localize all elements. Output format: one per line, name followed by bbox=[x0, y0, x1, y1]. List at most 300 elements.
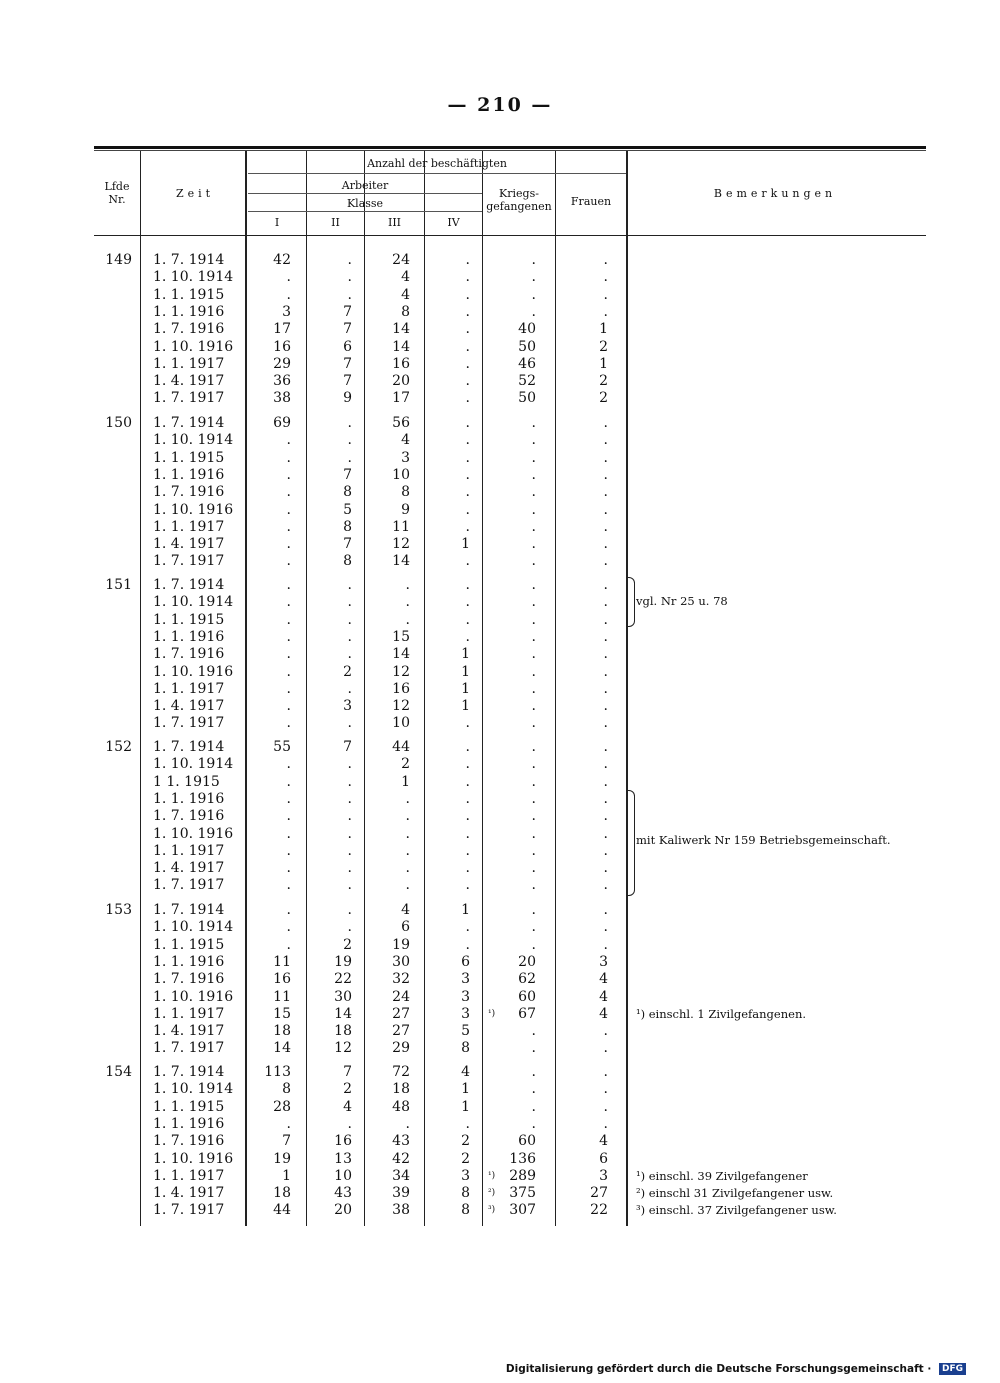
cell-k2: . bbox=[347, 611, 352, 628]
table-row bbox=[0, 1081, 1000, 1098]
cell-k4: . bbox=[465, 321, 470, 338]
cell-k1: 38 bbox=[273, 390, 291, 407]
cell-k2: . bbox=[347, 577, 352, 593]
cell-k3: 19 bbox=[392, 936, 410, 953]
table-row bbox=[0, 1202, 1000, 1219]
cell-k2: . bbox=[347, 825, 352, 842]
cell-fr: . bbox=[603, 739, 608, 755]
cell-k1: 11 bbox=[273, 953, 291, 970]
cell-k3: . bbox=[405, 808, 410, 825]
table-row bbox=[0, 791, 1000, 808]
cell-k4: . bbox=[465, 269, 470, 286]
cell-fr: . bbox=[603, 415, 608, 431]
cell-k1: 113 bbox=[264, 1064, 291, 1080]
cell-kg: 52 bbox=[518, 373, 536, 390]
cell-k3: . bbox=[405, 611, 410, 628]
cell-zeit: 1. 10. 1914 bbox=[153, 919, 234, 936]
cell-k4: . bbox=[465, 756, 470, 773]
cell-kg: . bbox=[531, 577, 536, 593]
header-klasse: Klasse bbox=[346, 197, 384, 210]
cell-k3: 12 bbox=[392, 536, 410, 553]
cell-kg: . bbox=[531, 877, 536, 894]
cell-zeit: 1. 10. 1914 bbox=[153, 1081, 234, 1098]
table-row bbox=[0, 756, 1000, 773]
cell-k3: 34 bbox=[392, 1167, 410, 1184]
table-row bbox=[0, 432, 1000, 449]
cell-fr: 1 bbox=[599, 321, 608, 338]
cell-zeit: 1. 7. 1917 bbox=[153, 390, 225, 407]
cell-k2: . bbox=[347, 860, 352, 877]
cell-k2: . bbox=[347, 715, 352, 732]
cell-k1: . bbox=[286, 518, 291, 535]
cell-k4: 6 bbox=[461, 953, 470, 970]
cell-k3: 43 bbox=[392, 1133, 410, 1150]
cell-k1: . bbox=[286, 449, 291, 466]
cell-kg: 375 bbox=[509, 1185, 536, 1202]
cell-fr: . bbox=[603, 432, 608, 449]
cell-kg: 289 bbox=[509, 1167, 536, 1184]
cell-fr: . bbox=[603, 303, 608, 320]
cell-k4: . bbox=[465, 808, 470, 825]
cell-k2: 8 bbox=[343, 518, 352, 535]
cell-k3: 27 bbox=[392, 1023, 410, 1040]
cell-k4: 2 bbox=[461, 1150, 470, 1167]
cell-k1: . bbox=[286, 432, 291, 449]
cell-k3: 8 bbox=[401, 484, 410, 501]
cell-k1: 7 bbox=[282, 1133, 291, 1150]
cell-k4: 8 bbox=[461, 1202, 470, 1219]
cell-kg: . bbox=[531, 553, 536, 570]
cell-k1: . bbox=[286, 536, 291, 553]
cell-zeit: 1. 1. 1916 bbox=[153, 953, 225, 970]
cell-k2: 30 bbox=[334, 988, 352, 1005]
cell-k4: . bbox=[465, 628, 470, 645]
table-row bbox=[0, 646, 1000, 663]
cell-kg: . bbox=[531, 518, 536, 535]
cell-k1: . bbox=[286, 680, 291, 697]
cell-k3: 20 bbox=[392, 373, 410, 390]
remark-152: mit Kaliwerk Nr 159 Betriebsgemeinschaft. bbox=[636, 833, 891, 847]
cell-fr: . bbox=[603, 663, 608, 680]
cell-k2: 7 bbox=[343, 355, 352, 372]
cell-k3: 14 bbox=[392, 338, 410, 355]
cell-zeit: 1. 7. 1916 bbox=[153, 971, 225, 988]
cell-fr: . bbox=[603, 553, 608, 570]
cell-kg: 60 bbox=[518, 1133, 536, 1150]
cell-k2: . bbox=[347, 877, 352, 894]
cell-k4: . bbox=[465, 715, 470, 732]
cell-kg: . bbox=[531, 790, 536, 807]
cell-kg: . bbox=[531, 902, 536, 918]
header-bemerkungen: Bemerkungen bbox=[713, 187, 837, 200]
cell-k3: 9 bbox=[401, 501, 410, 518]
cell-fr: . bbox=[603, 536, 608, 553]
table-row bbox=[0, 502, 1000, 519]
cell-k3: 15 bbox=[392, 628, 410, 645]
table-row bbox=[0, 1023, 1000, 1040]
cell-kg: . bbox=[531, 756, 536, 773]
header-klasse-i: I bbox=[274, 216, 280, 229]
cell-k1: . bbox=[286, 902, 291, 918]
cell-zeit: 1. 7. 1914 bbox=[153, 1064, 225, 1080]
cell-kg: . bbox=[531, 501, 536, 518]
cell-zeit: 1. 1. 1916 bbox=[153, 466, 225, 483]
cell-k4: . bbox=[465, 936, 470, 953]
cell-k3: 24 bbox=[392, 252, 410, 268]
cell-k1: . bbox=[286, 286, 291, 303]
cell-k3: 16 bbox=[392, 355, 410, 372]
cell-k3: 44 bbox=[392, 739, 410, 755]
cell-kg: . bbox=[531, 286, 536, 303]
cell-zeit: 1. 7. 1914 bbox=[153, 252, 225, 268]
cell-k2: 9 bbox=[343, 390, 352, 407]
cell-zeit: 1. 7. 1916 bbox=[153, 808, 225, 825]
header-anzahl: Anzahl der beschäftigten bbox=[367, 157, 507, 170]
cell-k1: . bbox=[286, 484, 291, 501]
cell-kg: 136 bbox=[509, 1150, 536, 1167]
cell-k2: . bbox=[347, 646, 352, 663]
header-arbeiter: Arbeiter bbox=[341, 179, 389, 192]
cell-k4: . bbox=[465, 286, 470, 303]
cell-k1: . bbox=[286, 808, 291, 825]
cell-k2: . bbox=[347, 790, 352, 807]
cell-k3: 48 bbox=[392, 1098, 410, 1115]
cell-k4: 1 bbox=[461, 680, 470, 697]
cell-fn: ²) bbox=[488, 1188, 496, 1199]
table-row bbox=[0, 612, 1000, 629]
header-lfd-nr: Lfde Nr. bbox=[104, 180, 130, 206]
cell-zeit: 1. 1. 1915 bbox=[153, 1098, 225, 1115]
table-row bbox=[0, 373, 1000, 390]
cell-zeit: 1. 10. 1916 bbox=[153, 988, 234, 1005]
cell-zeit: 1. 1. 1916 bbox=[153, 303, 225, 320]
cell-k2: 8 bbox=[343, 484, 352, 501]
cell-fn: ³) bbox=[488, 1205, 496, 1216]
table-row bbox=[0, 577, 1000, 594]
cell-k1: 55 bbox=[273, 739, 291, 755]
table-row bbox=[0, 390, 1000, 407]
cell-zeit: 1. 4. 1917 bbox=[153, 536, 225, 553]
cell-k2: 16 bbox=[334, 1133, 352, 1150]
cell-k4: . bbox=[465, 594, 470, 611]
cell-k3: . bbox=[405, 842, 410, 859]
cell-k1: 28 bbox=[273, 1098, 291, 1115]
cell-kg: 40 bbox=[518, 321, 536, 338]
cell-zeit: 1. 7. 1916 bbox=[153, 321, 225, 338]
cell-k2: 7 bbox=[343, 466, 352, 483]
cell-k1: . bbox=[286, 877, 291, 894]
cell-k2: 7 bbox=[343, 373, 352, 390]
cell-k2: 8 bbox=[343, 553, 352, 570]
table-row bbox=[0, 664, 1000, 681]
cell-k4: 8 bbox=[461, 1185, 470, 1202]
cell-k3: 10 bbox=[392, 466, 410, 483]
cell-k4: 1 bbox=[461, 536, 470, 553]
table-row bbox=[0, 698, 1000, 715]
table-row bbox=[0, 356, 1000, 373]
cell-fr: . bbox=[603, 1040, 608, 1057]
cell-k1: . bbox=[286, 790, 291, 807]
cell-fr: 3 bbox=[599, 1167, 608, 1184]
cell-kg: 307 bbox=[509, 1202, 536, 1219]
cell-zeit: 1. 4. 1917 bbox=[153, 1185, 225, 1202]
cell-kg: 67 bbox=[518, 1005, 536, 1022]
cell-zeit: 1. 10. 1916 bbox=[153, 1150, 234, 1167]
cell-k3: 3 bbox=[401, 449, 410, 466]
cell-k4: 3 bbox=[461, 988, 470, 1005]
cell-k1: . bbox=[286, 646, 291, 663]
cell-k4: . bbox=[465, 553, 470, 570]
cell-kg: . bbox=[531, 739, 536, 755]
table-row bbox=[0, 450, 1000, 467]
cell-k4: . bbox=[465, 501, 470, 518]
cell-k4: 3 bbox=[461, 1005, 470, 1022]
cell-kg: . bbox=[531, 1064, 536, 1080]
table-row bbox=[0, 339, 1000, 356]
cell-zeit: 1. 7. 1917 bbox=[153, 1040, 225, 1057]
cell-zeit: 1. 4. 1917 bbox=[153, 698, 225, 715]
cell-fr: . bbox=[603, 1081, 608, 1098]
cell-kg: . bbox=[531, 466, 536, 483]
top-rule-thin bbox=[94, 150, 926, 151]
cell-kg: . bbox=[531, 860, 536, 877]
cell-k2: 3 bbox=[343, 698, 352, 715]
cell-k3: 32 bbox=[392, 971, 410, 988]
cell-kg: . bbox=[531, 1081, 536, 1098]
cell-zeit: 1. 10. 1914 bbox=[153, 756, 234, 773]
cell-k2: . bbox=[347, 415, 352, 431]
cell-k3: 29 bbox=[392, 1040, 410, 1057]
cell-fn: ¹) bbox=[488, 1170, 496, 1181]
cell-k2: 14 bbox=[334, 1005, 352, 1022]
cell-k2: 2 bbox=[343, 936, 352, 953]
cell-k4: 1 bbox=[461, 646, 470, 663]
cell-fr: . bbox=[603, 877, 608, 894]
cell-k1: . bbox=[286, 919, 291, 936]
cell-k3: 38 bbox=[392, 1202, 410, 1219]
cell-k3: 24 bbox=[392, 988, 410, 1005]
table-row bbox=[0, 971, 1000, 988]
table-row bbox=[0, 937, 1000, 954]
cell-k2: 22 bbox=[334, 971, 352, 988]
table-row bbox=[0, 1116, 1000, 1133]
cell-fr: 3 bbox=[599, 953, 608, 970]
cell-k1: . bbox=[286, 553, 291, 570]
table-row bbox=[0, 415, 1000, 432]
cell-k2: 10 bbox=[334, 1167, 352, 1184]
cell-k1: 42 bbox=[273, 252, 291, 268]
cell-zeit: 1. 1. 1915 bbox=[153, 286, 225, 303]
cell-fr: . bbox=[603, 252, 608, 268]
cell-kg: . bbox=[531, 432, 536, 449]
cell-kg: 60 bbox=[518, 988, 536, 1005]
cell-kg: . bbox=[531, 663, 536, 680]
cell-zeit: 1. 7. 1916 bbox=[153, 646, 225, 663]
cell-k4: . bbox=[465, 825, 470, 842]
cell-k1: . bbox=[286, 577, 291, 593]
table-row bbox=[0, 954, 1000, 971]
cell-k1: 16 bbox=[273, 971, 291, 988]
cell-k1: . bbox=[286, 698, 291, 715]
cell-k1: 44 bbox=[273, 1202, 291, 1219]
cell-kg: . bbox=[531, 536, 536, 553]
cell-fr: . bbox=[603, 680, 608, 697]
cell-k1: 1 bbox=[282, 1167, 291, 1184]
cell-k4: . bbox=[465, 739, 470, 755]
cell-k4: . bbox=[465, 790, 470, 807]
cell-zeit: 1. 4. 1917 bbox=[153, 860, 225, 877]
table-row bbox=[0, 1064, 1000, 1081]
cell-nr: 151 bbox=[105, 577, 132, 593]
cell-kg: . bbox=[531, 303, 536, 320]
cell-fr: . bbox=[603, 611, 608, 628]
cell-k3: 39 bbox=[392, 1185, 410, 1202]
table-row bbox=[0, 681, 1000, 698]
cell-k1: . bbox=[286, 715, 291, 732]
cell-k2: . bbox=[347, 1115, 352, 1132]
cell-k1: 69 bbox=[273, 415, 291, 431]
cell-zeit: 1. 10. 1916 bbox=[153, 338, 234, 355]
cell-kg: 20 bbox=[518, 953, 536, 970]
cell-kg: 46 bbox=[518, 355, 536, 372]
cell-k1: 18 bbox=[273, 1023, 291, 1040]
cell-k4: . bbox=[465, 860, 470, 877]
cell-k4: . bbox=[465, 449, 470, 466]
cell-zeit: 1. 1. 1915 bbox=[153, 449, 225, 466]
cell-fr: . bbox=[603, 790, 608, 807]
cell-fr: . bbox=[603, 1023, 608, 1040]
cell-rem: ²) einschl 31 Zivilgefangener usw. bbox=[636, 1186, 834, 1201]
cell-k1: . bbox=[286, 1115, 291, 1132]
header-klasse-iii: III bbox=[387, 216, 402, 229]
header-zeit: Zeit bbox=[175, 187, 215, 200]
cell-k1: 19 bbox=[273, 1150, 291, 1167]
top-rule bbox=[94, 146, 926, 149]
cell-k3: . bbox=[405, 790, 410, 807]
table-row bbox=[0, 808, 1000, 825]
cell-fr: . bbox=[603, 842, 608, 859]
cell-k4: . bbox=[465, 518, 470, 535]
cell-k1: . bbox=[286, 628, 291, 645]
cell-fr: . bbox=[603, 286, 608, 303]
cell-zeit: 1. 7. 1914 bbox=[153, 415, 225, 431]
cell-k1: 16 bbox=[273, 338, 291, 355]
cell-kg: . bbox=[531, 825, 536, 842]
cell-kg: 50 bbox=[518, 390, 536, 407]
cell-k2: . bbox=[347, 252, 352, 268]
cell-k4: 3 bbox=[461, 1167, 470, 1184]
cell-fr: . bbox=[603, 698, 608, 715]
cell-k1: 15 bbox=[273, 1005, 291, 1022]
cell-k2: 6 bbox=[343, 338, 352, 355]
cell-k2: 4 bbox=[343, 1098, 352, 1115]
cell-k3: . bbox=[405, 825, 410, 842]
cell-k1: 14 bbox=[273, 1040, 291, 1057]
cell-k2: . bbox=[347, 594, 352, 611]
cell-zeit: 1. 10. 1916 bbox=[153, 501, 234, 518]
cell-zeit: 1. 1. 1917 bbox=[153, 680, 225, 697]
cell-fr: 2 bbox=[599, 373, 608, 390]
cell-k1: 3 bbox=[282, 303, 291, 320]
table-row bbox=[0, 1185, 1000, 1202]
cell-zeit: 1. 7. 1914 bbox=[153, 739, 225, 755]
cell-k4: . bbox=[465, 355, 470, 372]
cell-k2: . bbox=[347, 902, 352, 918]
cell-k1: . bbox=[286, 825, 291, 842]
cell-k2: 12 bbox=[334, 1040, 352, 1057]
table-row bbox=[0, 877, 1000, 894]
cell-fr: . bbox=[603, 646, 608, 663]
cell-zeit: 1. 7. 1916 bbox=[153, 1133, 225, 1150]
table-row bbox=[0, 860, 1000, 877]
cell-k2: . bbox=[347, 449, 352, 466]
cell-k1: . bbox=[286, 936, 291, 953]
cell-k1: . bbox=[286, 501, 291, 518]
cell-zeit: 1. 1. 1917 bbox=[153, 842, 225, 859]
cell-fr: 1 bbox=[599, 355, 608, 372]
cell-k3: . bbox=[405, 577, 410, 593]
cell-rem: ¹) einschl. 1 Zivilgefangenen. bbox=[636, 1006, 807, 1021]
table-row bbox=[0, 715, 1000, 732]
cell-k1: . bbox=[286, 663, 291, 680]
cell-kg: . bbox=[531, 1115, 536, 1132]
cell-k4: . bbox=[465, 577, 470, 593]
cell-k4: 1 bbox=[461, 698, 470, 715]
cell-fr: 2 bbox=[599, 390, 608, 407]
table-row bbox=[0, 553, 1000, 570]
table-row bbox=[0, 536, 1000, 553]
cell-kg: . bbox=[531, 484, 536, 501]
cell-k4: . bbox=[465, 919, 470, 936]
cell-zeit: 1. 1. 1916 bbox=[153, 628, 225, 645]
cell-k3: . bbox=[405, 594, 410, 611]
cell-k2: . bbox=[347, 680, 352, 697]
cell-kg: . bbox=[531, 611, 536, 628]
cell-kg: 62 bbox=[518, 971, 536, 988]
cell-kg: . bbox=[531, 415, 536, 431]
cell-fr: . bbox=[603, 501, 608, 518]
cell-zeit: 1. 7. 1917 bbox=[153, 715, 225, 732]
cell-k4: . bbox=[465, 842, 470, 859]
cell-fr: 4 bbox=[599, 971, 608, 988]
cell-k1: . bbox=[286, 611, 291, 628]
cell-k1: 29 bbox=[273, 355, 291, 372]
cell-zeit: 1. 1. 1916 bbox=[153, 790, 225, 807]
table-row bbox=[0, 304, 1000, 321]
cell-fr: . bbox=[603, 902, 608, 918]
cell-k4: . bbox=[465, 390, 470, 407]
cell-k3: 4 bbox=[401, 902, 410, 918]
cell-k2: . bbox=[347, 628, 352, 645]
cell-k3: 6 bbox=[401, 919, 410, 936]
cell-kg: . bbox=[531, 680, 536, 697]
cell-k3: 18 bbox=[392, 1081, 410, 1098]
cell-k4: 8 bbox=[461, 1040, 470, 1057]
cell-kg: . bbox=[531, 449, 536, 466]
cell-fr: . bbox=[603, 825, 608, 842]
cell-k3: 27 bbox=[392, 1005, 410, 1022]
cell-kg: . bbox=[531, 715, 536, 732]
table-row bbox=[0, 287, 1000, 304]
header-kriegsgefangenen: Kriegs-gefangenen bbox=[486, 187, 552, 213]
footer-text: Digitalisierung gefördert durch die Deutsche Forschungsgemeinschaft bbox=[505, 1363, 924, 1375]
cell-k3: 14 bbox=[392, 553, 410, 570]
cell-zeit: 1. 1. 1915 bbox=[153, 611, 225, 628]
table-row bbox=[0, 774, 1000, 791]
table-row bbox=[0, 1099, 1000, 1116]
cell-k3: 14 bbox=[392, 321, 410, 338]
cell-zeit: 1. 7. 1917 bbox=[153, 877, 225, 894]
